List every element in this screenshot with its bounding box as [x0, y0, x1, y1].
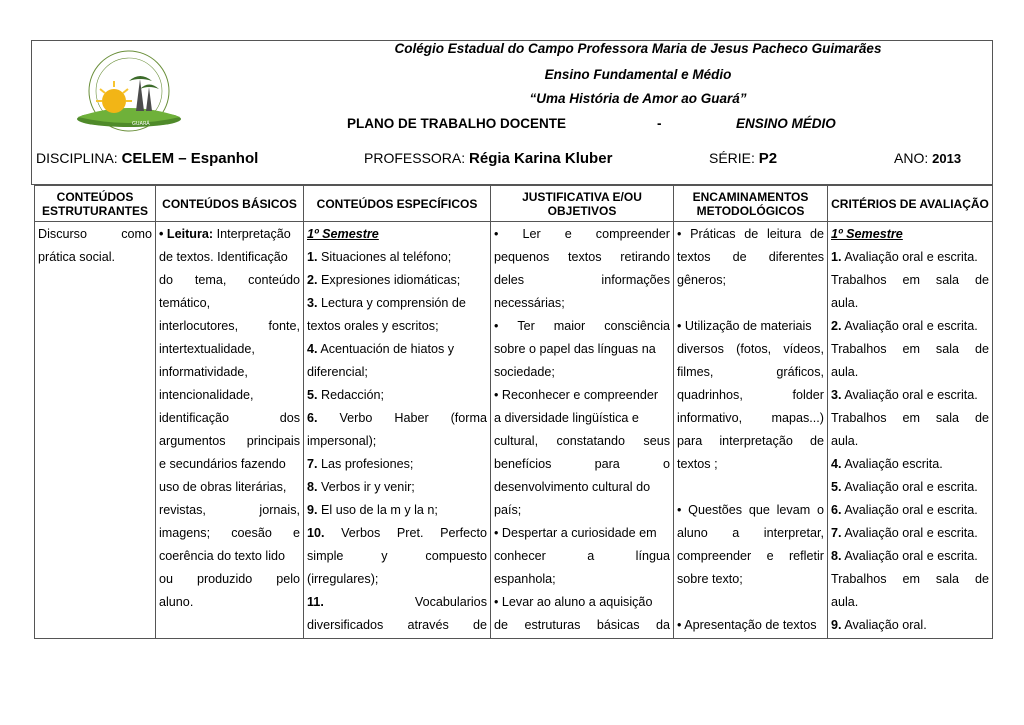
cell-line: [494, 384, 670, 407]
cell-text: cultural,: [494, 434, 539, 448]
cell-text: compreender: [677, 549, 752, 563]
cell-text: estruturas: [524, 618, 581, 632]
cell-text: da: [655, 618, 670, 632]
cell-line: [307, 407, 487, 430]
cell-text: 6. Avaliação oral e escrita.: [831, 503, 978, 517]
cell-text: diversos: [677, 342, 724, 356]
cell-line: [831, 614, 989, 637]
cell-text: tema,: [194, 273, 227, 287]
cell-line: [159, 407, 300, 430]
cell-text: Perfecto: [440, 526, 487, 540]
cell-text: intertextualidade,: [159, 342, 255, 356]
cell-line: [159, 384, 300, 407]
cell-line: [307, 522, 487, 545]
cell-line: [494, 453, 670, 476]
school-level: Ensino Fundamental e Médio: [544, 67, 732, 82]
cell-text: 4. Avaliação escrita.: [831, 457, 943, 471]
cell-line: [831, 384, 989, 407]
cell-text: fonte,: [268, 319, 300, 333]
cell-text: o: [662, 457, 670, 471]
cell-text: jornais,: [259, 503, 300, 517]
cell-text: 9. Avaliação oral.: [831, 618, 927, 632]
column-header: ENCAMINAMENTOS METODOLÓGICOS: [674, 186, 828, 222]
table-row: [35, 222, 993, 639]
cell-text: do: [159, 273, 174, 287]
cell-text: sobre o papel das línguas na: [494, 342, 656, 356]
cell-line: [831, 545, 989, 568]
cell-text: aluno.: [159, 595, 194, 609]
cell-text: impersonal);: [307, 434, 377, 448]
cell-text: • Levar ao aluno a aquisição: [494, 595, 653, 609]
cell-line: [307, 499, 487, 522]
cell-text: 6.: [307, 411, 318, 425]
cell-text: a diversidade lingüística e: [494, 411, 639, 425]
cell-text: • Despertar a curiosidade em: [494, 526, 657, 540]
cell-line: [38, 223, 152, 246]
cell-text: sociedade;: [494, 365, 555, 379]
cell-text: interpretação: [719, 434, 793, 448]
cell-text: benefícios: [494, 457, 552, 471]
cell-line: [831, 568, 989, 591]
serie-field: [709, 150, 777, 167]
cell-line: [831, 292, 989, 315]
cell-line: [831, 223, 989, 246]
cell-line: [677, 338, 824, 361]
cell-line: [159, 545, 300, 568]
cell-line: [307, 292, 487, 315]
cell-text: 8. Verbos ir y venir;: [307, 480, 415, 494]
cell-text: para: [594, 457, 620, 471]
cell-text: •: [494, 319, 499, 333]
cell-text: y: [381, 549, 388, 563]
cell-line: [159, 591, 300, 614]
cell-text: revistas,: [159, 503, 206, 517]
cell-text: •: [677, 227, 682, 241]
cell-line: [831, 591, 989, 614]
cell-text: 1º Semestre: [307, 227, 379, 241]
cell-text: filmes,: [677, 365, 714, 379]
cell-text: sobre texto;: [677, 572, 743, 586]
cell-line: [831, 499, 989, 522]
professora-field: [364, 150, 612, 167]
cell-line: [494, 591, 670, 614]
cell-text: Verbos: [341, 526, 381, 540]
school-name: Colégio Estadual do Campo Professora Maria de Jesus Pacheco Guimarães: [394, 41, 882, 56]
cell-line: [307, 453, 487, 476]
cell-line: [677, 476, 824, 499]
cell-text: 3. Avaliação oral e escrita.: [831, 388, 978, 402]
cell-line: [677, 453, 824, 476]
column-header: CRITÉRIOS DE AVALIAÇÃO: [828, 186, 993, 222]
cell-text: compreender: [595, 227, 670, 241]
cell-text: levam: [776, 503, 811, 517]
serie-value: P2: [758, 150, 778, 167]
plan-level: ENSINO MÉDIO: [736, 116, 836, 131]
cell-text: Trabalhos: [831, 572, 887, 586]
cell-line: [307, 614, 487, 637]
cell-line: [677, 292, 824, 315]
cell-text: 1. Avaliação oral e escrita.: [831, 250, 978, 264]
cell-text: espanhola;: [494, 572, 556, 586]
cell-text: que: [748, 503, 770, 517]
cell-line: [159, 338, 300, 361]
cell-line: [494, 407, 670, 430]
cell-text: 3. Lectura y comprensión de: [307, 296, 466, 310]
plan-dash: -: [657, 116, 662, 131]
cell-line: [159, 453, 300, 476]
column-header: CONTEÚDOS ESTRUTURANTES: [35, 186, 156, 222]
cell-text: 8. Avaliação oral e escrita.: [831, 549, 978, 563]
disciplina-value: CELEM – Espanhol: [121, 150, 259, 167]
cell-line: [831, 476, 989, 499]
encaminhamentos-cell: [674, 222, 828, 639]
cell-text: Trabalhos: [831, 411, 887, 425]
professora-value: Régia Karina Kluber: [469, 150, 613, 167]
cell-text: de: [472, 618, 487, 632]
cell-text: pequenos: [494, 250, 550, 264]
cell-text: sala: [935, 411, 960, 425]
cell-text: informatividade,: [159, 365, 248, 379]
cell-line: [494, 476, 670, 499]
cell-line: [677, 384, 824, 407]
cell-text: desenvolvimento cultural do: [494, 480, 651, 494]
cell-line: [159, 223, 300, 246]
teaching-plan-table: [34, 185, 993, 639]
cell-line: [831, 407, 989, 430]
cell-text: Ter: [517, 319, 535, 333]
cell-text: de textos. Identificação: [159, 250, 288, 264]
cell-line: [677, 246, 824, 269]
cell-text: seus: [643, 434, 670, 448]
cell-text: deles: [494, 273, 525, 287]
cell-line: [159, 292, 300, 315]
cell-line: [677, 361, 824, 384]
cell-text: aula.: [831, 365, 859, 379]
cell-text: •: [494, 227, 499, 241]
cell-text: informações: [601, 273, 670, 287]
cell-line: [494, 223, 670, 246]
cell-text: diferencial;: [307, 365, 368, 379]
cell-text: produzido: [196, 572, 253, 586]
cell-line: [38, 246, 152, 269]
cell-line: [307, 384, 487, 407]
cell-text: quadrinhos,: [677, 388, 743, 402]
cell-text: • Utilização de materiais: [677, 319, 812, 333]
cell-line: [159, 269, 300, 292]
cell-text: Verbo: [339, 411, 373, 425]
cell-line: [494, 614, 670, 637]
cell-line: [307, 246, 487, 269]
cell-text: informativo,: [677, 411, 743, 425]
cell-line: [159, 568, 300, 591]
ano-label: ANO:: [894, 150, 933, 166]
cell-text: • Reconhecer e compreender: [494, 388, 659, 402]
cell-text: 10.: [307, 526, 325, 540]
cell-text: como: [121, 227, 152, 241]
cell-line: [307, 338, 487, 361]
cell-line: [677, 315, 824, 338]
cell-text: básicas: [596, 618, 640, 632]
cell-text: • Apresentação de textos: [677, 618, 817, 632]
column-header: CONTEÚDOS BÁSICOS: [156, 186, 304, 222]
ano-field: [894, 150, 961, 166]
cell-text: de: [809, 434, 824, 448]
cell-line: [159, 361, 300, 384]
cell-line: [677, 568, 824, 591]
criterios-cell: [828, 222, 993, 639]
cell-text: 2. Avaliação oral e escrita.: [831, 319, 978, 333]
cell-line: [159, 522, 300, 545]
cell-line: [677, 407, 824, 430]
cell-text: coerência do texto lido: [159, 549, 286, 563]
cell-text: através: [407, 618, 449, 632]
cell-text: Questões: [688, 503, 743, 517]
cell-text: de: [494, 618, 509, 632]
cell-text: temático,: [159, 296, 211, 310]
cell-line: [494, 315, 670, 338]
cell-line: [677, 545, 824, 568]
cell-line: [307, 223, 487, 246]
cell-line: [307, 568, 487, 591]
cell-text: em: [902, 342, 920, 356]
cell-text: diversificados: [307, 618, 384, 632]
cell-text: folder: [792, 388, 824, 402]
cell-text: país;: [494, 503, 522, 517]
cell-text: e: [564, 227, 572, 241]
cell-line: [494, 545, 670, 568]
cell-text: maior: [553, 319, 586, 333]
cell-text: aluno: [677, 526, 708, 540]
cell-text: para: [677, 434, 703, 448]
cell-line: [494, 269, 670, 292]
cell-text: principais: [246, 434, 300, 448]
cell-text: Práticas: [690, 227, 736, 241]
cell-text: em: [902, 572, 920, 586]
cell-text: 1. Situaciones al teléfono;: [307, 250, 452, 264]
cell-text: gêneros;: [677, 273, 727, 287]
cell-text: Pret.: [396, 526, 424, 540]
cell-text: vídeos,: [783, 342, 824, 356]
cell-text: Vocabularios: [414, 595, 487, 609]
cell-text: (irregulares);: [307, 572, 379, 586]
cell-text: de: [744, 227, 759, 241]
cell-text: retirando: [620, 250, 670, 264]
cell-text: em: [902, 411, 920, 425]
cell-line: [307, 545, 487, 568]
cell-text: aula.: [831, 595, 859, 609]
cell-line: [494, 522, 670, 545]
cell-text: 1º Semestre: [831, 227, 903, 241]
cell-text: mapas...): [771, 411, 824, 425]
cell-text: diferentes: [768, 250, 824, 264]
cell-line: [307, 361, 487, 384]
table-header-row: [35, 186, 993, 222]
cell-line: [307, 430, 487, 453]
cell-text: sala: [935, 273, 960, 287]
cell-text: 4. Acentuación de hiatos y: [307, 342, 455, 356]
cell-line: [307, 591, 487, 614]
cell-line: [677, 522, 824, 545]
cell-text: ou: [159, 572, 174, 586]
cell-text: interpretar,: [763, 526, 824, 540]
cell-text: compuesto: [425, 549, 487, 563]
cell-text: leitura: [766, 227, 802, 241]
cell-text: • Leitura: Interpretação: [159, 227, 291, 241]
cell-line: [677, 269, 824, 292]
cell-line: [494, 430, 670, 453]
cell-line: [159, 315, 300, 338]
disciplina-label: DISCIPLINA:: [36, 150, 122, 166]
cell-text: de: [732, 250, 747, 264]
cell-text: pelo: [276, 572, 300, 586]
cell-line: [831, 522, 989, 545]
cell-text: aula.: [831, 434, 859, 448]
cell-text: 5. Redacción;: [307, 388, 385, 402]
document-header: [31, 40, 993, 185]
cell-line: [677, 223, 824, 246]
disciplina-field: [36, 150, 258, 167]
school-motto: “Uma História de Amor ao Guará”: [529, 91, 747, 106]
cell-line: [159, 246, 300, 269]
justificativa-cell: [491, 222, 674, 639]
cell-line: [494, 361, 670, 384]
cell-line: [494, 338, 670, 361]
cell-text: Discurso: [38, 227, 87, 241]
cell-text: língua: [635, 549, 670, 563]
cell-text: a: [587, 549, 595, 563]
cell-text: textos orales y escritos;: [307, 319, 439, 333]
conteudos-basicos-cell: [156, 222, 304, 639]
cell-text: em: [902, 273, 920, 287]
cell-text: Haber: [394, 411, 429, 425]
cell-text: 5. Avaliação oral e escrita.: [831, 480, 978, 494]
cell-text: 9. El uso de la m y la n;: [307, 503, 438, 517]
cell-line: [307, 315, 487, 338]
conteudos-especificos-cell: [304, 222, 491, 639]
cell-text: consciência: [604, 319, 670, 333]
cell-line: [677, 499, 824, 522]
cell-text: refletir: [788, 549, 824, 563]
cell-line: [831, 430, 989, 453]
cell-text: dos: [279, 411, 300, 425]
cell-text: Ler: [522, 227, 541, 241]
cell-line: [494, 292, 670, 315]
cell-line: [677, 614, 824, 637]
column-header: JUSTIFICATIVA E/OU OBJETIVOS: [491, 186, 674, 222]
cell-text: argumentos: [159, 434, 226, 448]
cell-text: Trabalhos: [831, 273, 887, 287]
cell-text: 11.: [307, 595, 324, 609]
cell-text: de: [974, 572, 989, 586]
cell-text: intencionalidade,: [159, 388, 254, 402]
cell-line: [831, 338, 989, 361]
cell-text: interlocutores,: [159, 319, 239, 333]
cell-text: •: [677, 503, 682, 517]
cell-line: [831, 453, 989, 476]
cell-text: constatando: [556, 434, 626, 448]
cell-text: uso de obras literárias,: [159, 480, 287, 494]
cell-text: de: [974, 342, 989, 356]
cell-text: Trabalhos: [831, 342, 887, 356]
cell-text: 2. Expresiones idiomáticas;: [307, 273, 461, 287]
cell-line: [831, 315, 989, 338]
cell-text: a: [732, 526, 740, 540]
plan-title: PLANO DE TRABALHO DOCENTE: [347, 116, 566, 131]
serie-label: SÉRIE:: [709, 150, 759, 166]
cell-text: identificação: [159, 411, 230, 425]
cell-line: [494, 499, 670, 522]
professora-label: PROFESSORA:: [364, 150, 470, 166]
cell-text: textos ;: [677, 457, 718, 471]
cell-line: [159, 430, 300, 453]
cell-line: [159, 499, 300, 522]
cell-text: textos: [677, 250, 711, 264]
cell-text: imagens;: [159, 526, 211, 540]
cell-text: e secundários fazendo: [159, 457, 286, 471]
cell-line: [307, 269, 487, 292]
cell-text: 7. Avaliação oral e escrita.: [831, 526, 978, 540]
cell-line: [831, 246, 989, 269]
ano-value: 2013: [932, 151, 962, 166]
cell-text: 7. Las profesiones;: [307, 457, 414, 471]
cell-text: conteúdo: [248, 273, 300, 287]
cell-line: [677, 591, 824, 614]
cell-text: conhecer: [494, 549, 546, 563]
cell-text: sala: [935, 572, 960, 586]
cell-line: [831, 361, 989, 384]
school-logo: [74, 49, 184, 135]
cell-line: [677, 430, 824, 453]
cell-text: gráficos,: [776, 365, 824, 379]
cell-text: de: [974, 411, 989, 425]
cell-text: o: [816, 503, 824, 517]
cell-text: de: [809, 227, 824, 241]
cell-line: [494, 246, 670, 269]
cell-text: textos: [568, 250, 602, 264]
cell-text: (forma: [450, 411, 487, 425]
cell-text: coesão: [231, 526, 272, 540]
conteudos-estruturantes-cell: [35, 222, 156, 639]
svg-text:GUARÁ: GUARÁ: [132, 121, 150, 127]
cell-text: necessárias;: [494, 296, 565, 310]
cell-text: e: [292, 526, 300, 540]
cell-text: simple: [307, 549, 344, 563]
cell-text: de: [974, 273, 989, 287]
cell-text: (fotos,: [736, 342, 772, 356]
cell-text: aula.: [831, 296, 859, 310]
cell-text: sala: [935, 342, 960, 356]
cell-line: [307, 476, 487, 499]
cell-line: [831, 269, 989, 292]
cell-text: prática social.: [38, 250, 115, 264]
column-header: CONTEÚDOS ESPECÍFICOS: [304, 186, 491, 222]
cell-text: e: [766, 549, 774, 563]
cell-line: [159, 476, 300, 499]
cell-line: [494, 568, 670, 591]
